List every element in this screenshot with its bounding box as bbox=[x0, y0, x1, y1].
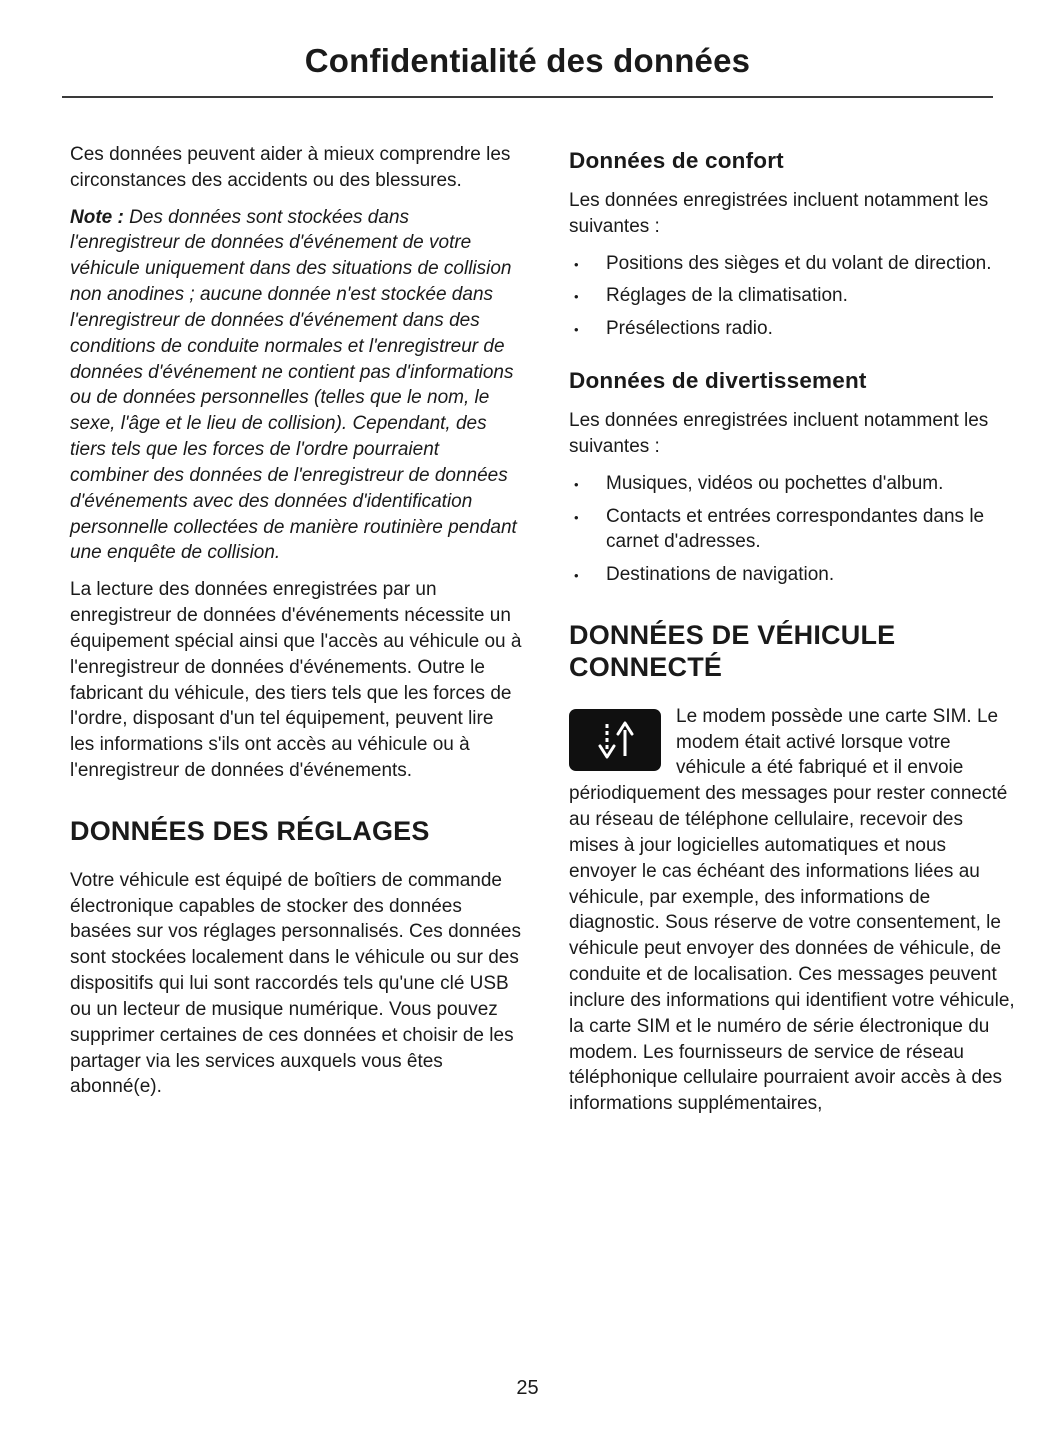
list-item bbox=[569, 471, 1017, 497]
comfort-data-heading: Données de confort bbox=[569, 148, 784, 173]
list-item bbox=[569, 316, 1017, 342]
page-header bbox=[0, 0, 1055, 98]
left-column bbox=[70, 142, 522, 1128]
comfort-intro: Les données enregistrées incluent notamment les suivantes : bbox=[569, 190, 989, 237]
page-number: 25 bbox=[516, 1377, 539, 1399]
bullet-icon: • bbox=[574, 289, 579, 305]
bullet-icon: • bbox=[574, 509, 579, 525]
entertainment-data-heading: Données de divertissement bbox=[569, 368, 867, 394]
bullet-icon: • bbox=[574, 476, 579, 492]
bullet-text: Réglages de la climatisation. bbox=[606, 285, 848, 307]
note-label: Note : bbox=[70, 206, 124, 228]
connected-vehicle-heading: DONNÉES DE VÉHICULE CONNECTÉ bbox=[569, 620, 896, 682]
bullet-icon: • bbox=[574, 322, 579, 338]
settings-data-paragraph: Votre véhicule est équipé de boîtiers de commande électronique capables de stocker des données basées sur vos réglages personnalisés. Ces données sont stockées localement dans le véhicule ou sur des dispositifs qui lui sont raccordés tels qu'une clé USB ou un lecteur de musique numérique. Vous pouvez supprimer certaines de ces données et choisir de les partager via les services auxquels vous êtes abonné(e). bbox=[70, 869, 521, 1098]
bullet-icon: • bbox=[574, 568, 579, 584]
connected-vehicle-paragraph bbox=[569, 704, 1017, 1117]
bullet-text: Musiques, vidéos ou pochettes d'album. bbox=[606, 472, 944, 494]
page-title: Confidentialité des données bbox=[304, 42, 751, 79]
data-reading-paragraph: La lecture des données enregistrées par un enregistreur de données d'événements nécessite un équipement spécial ainsi que l'accès au véhicule ou à l'enregistreur de données d'événements. Outre le fabricant du véhicule, des tiers tels que les forces de l'ordre, disposant d'un tel équipement, peuvent lire les informations s'ils ont accès au véhicule ou à l'enregistreur de données d'événements. bbox=[70, 579, 522, 782]
settings-data-heading: DONNÉES DES RÉGLAGES bbox=[70, 815, 430, 846]
page-content bbox=[0, 98, 1055, 1128]
entertainment-intro: Les données enregistrées incluent notamment les suivantes : bbox=[569, 410, 989, 457]
bullet-icon: • bbox=[574, 256, 579, 272]
data-transfer-up-down-icon bbox=[569, 709, 661, 771]
connected-vehicle-section bbox=[569, 704, 1017, 1117]
note-paragraph bbox=[70, 205, 522, 567]
list-item bbox=[569, 504, 1017, 556]
intro-paragraph: Ces données peuvent aider à mieux comprendre les circonstances des accidents ou des blessures. bbox=[70, 144, 511, 191]
page-footer bbox=[0, 1377, 1055, 1400]
list-item bbox=[569, 251, 1017, 277]
bullet-text: Présélections radio. bbox=[606, 318, 773, 340]
bullet-text: Contacts et entrées correspondantes dans le carnet d'adresses. bbox=[606, 505, 985, 553]
right-column bbox=[569, 142, 1017, 1128]
list-item bbox=[569, 562, 1017, 588]
list-item bbox=[569, 283, 1017, 309]
bullet-text: Destinations de navigation. bbox=[606, 564, 835, 586]
connected-vehicle-text: Le modem possède une carte SIM. Le modem était activé lorsque votre véhicule a été fabriqué et il envoie périodiquement des messages pour rester connecté au réseau de téléphone cellulaire, recevoir des mises à jour logicielles automatiques et nous envoyer le cas échéant des informations liées au véhicule, par exemple, des informations de diagnostic. Sous réserve de votre consentement, le véhicule peut envoyer des données de véhicule, de conduite et de localisation. Ces messages peuvent inclure des informations qui identifient votre véhicule, la carte SIM et le numéro de série électronique du modem. Les fournisseurs de service de réseau téléphonique cellulaire pourraient avoir accès à des informations supplémentaires, bbox=[569, 705, 1015, 1115]
note-text: Des données sont stockées dans l'enregistreur de données d'événement de votre véhicule uniquement dans des situations de collision non anodines ; aucune donnée n'est stockée dans l'enregistreur de données d'événement dans des conditions de conduite normales et l'enregistreur de données d'événement ne contient pas d'informations ou de données personnelles (telles que le nom, le sexe, l'âge et le lieu de collision). Cependant, des tiers tels que les forces de l'ordre pourraient combiner des données de l'enregistreur de données d'événements avec des données d'identification personnelle collectées de manière routinière pendant une enquête de collision. bbox=[70, 206, 517, 564]
bullet-text: Positions des sièges et du volant de direction. bbox=[606, 252, 992, 274]
